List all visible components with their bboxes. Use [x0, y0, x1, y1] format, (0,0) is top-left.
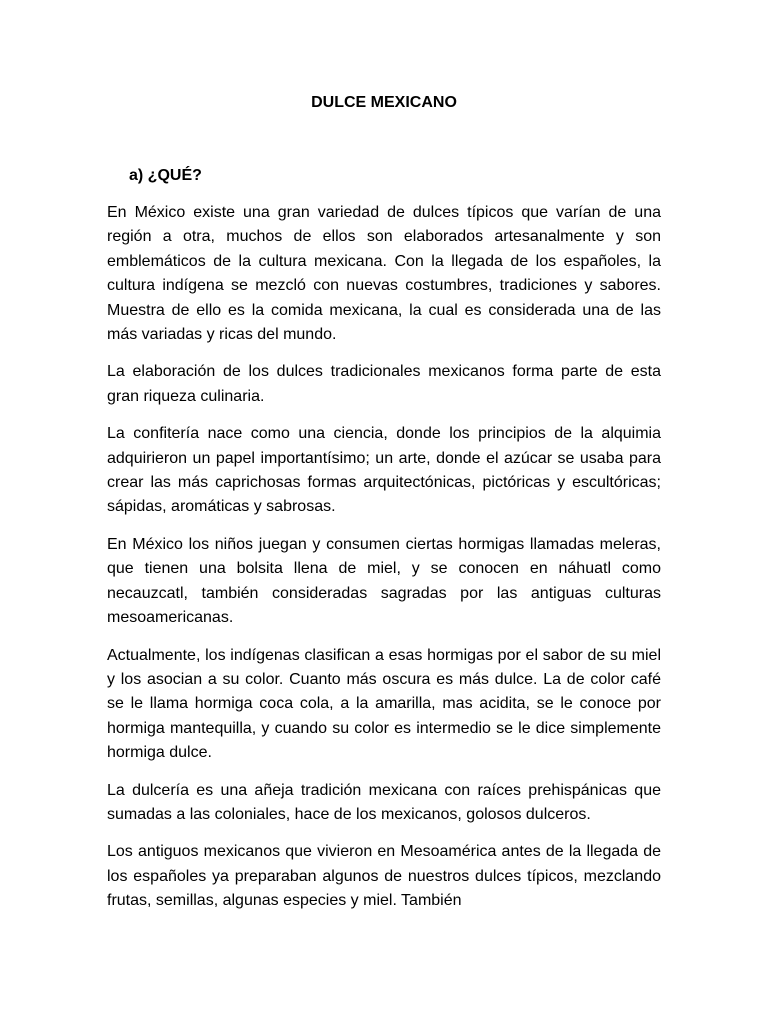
section-heading: a) ¿QUÉ?	[129, 167, 202, 184]
document-body	[107, 201, 661, 927]
paragraph: En México existe una gran variedad de dulces típicos que varían de una región a otra, muchos de ellos son elaborados artesanalmente y son emblemáticos de la cultura mexicana. Con la llegada de los españoles, la cultura indígena se mezcló con nuevas costumbres, tradiciones y sabores. Muestra de ello es la comida mexicana, la cual es considerada una de las más variadas y ricas del mundo.	[107, 204, 661, 344]
paragraph: La dulcería es una añeja tradición mexicana con raíces prehispánicas que sumadas a las coloniales, hace de los mexicanos, golosos dulceros.	[107, 781, 661, 823]
paragraph: La confitería nace como una ciencia, donde los principios de la alquimia adquirieron un papel importantísimo; un arte, donde el azúcar se usaba para crear las más caprichosas formas arquitectónicas, pictóricas y escultóricas; sápidas, aromáticas y sabrosas.	[107, 425, 661, 516]
paragraph: La elaboración de los dulces tradicionales mexicanos forma parte de esta gran riqueza culinaria.	[107, 363, 661, 405]
paragraph: Actualmente, los indígenas clasifican a esas hormigas por el sabor de su miel y los asocian a su color. Cuanto más oscura es más dulce. La de color café se le llama hormiga coca cola, a la amarilla, mas acidita, se le conoce por hormiga mantequilla, y cuando su color es intermedio se le dice simplemente hormiga dulce.	[107, 646, 661, 762]
paragraph: Los antiguos mexicanos que vivieron en Mesoamérica antes de la llegada de los españoles ya preparaban algunos de nuestros dulces típicos, mezclando frutas, semillas, algunas especies y miel. También	[107, 843, 661, 910]
paragraph: En México los niños juegan y consumen ciertas hormigas llamadas meleras, que tienen una bolsita llena de miel, y se conocen en náhuatl como necauzcatl, también consideradas sagradas por las antiguas culturas mesoamericanas.	[107, 535, 661, 627]
document-title: DULCE MEXICANO	[311, 94, 457, 111]
